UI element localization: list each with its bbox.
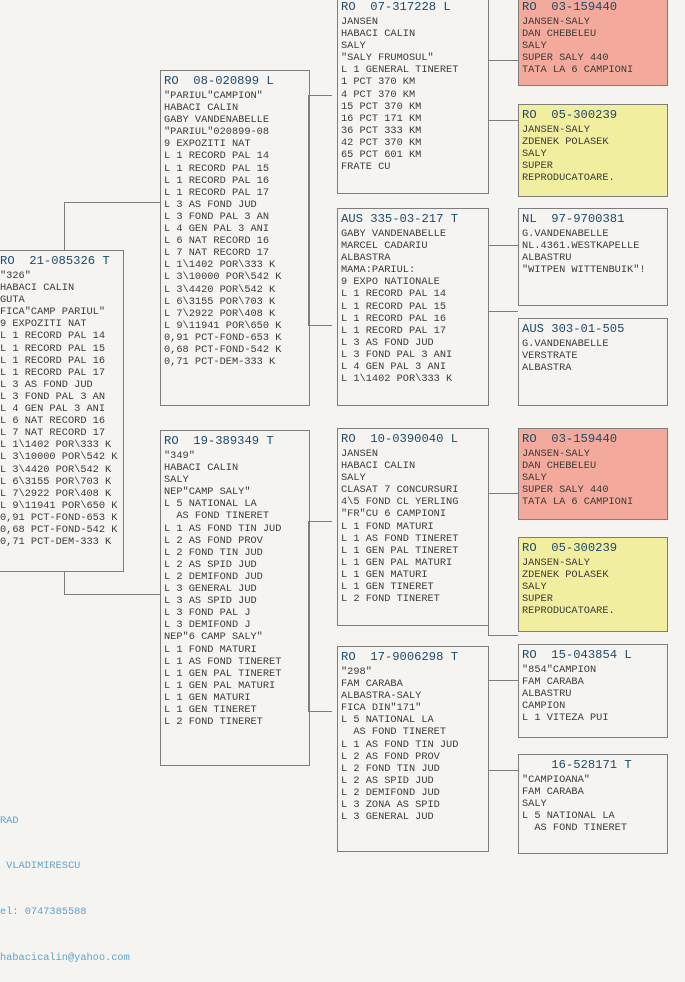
pigeon-info-line: ALBASTRA [341,252,391,265]
pigeon-info-line: L 7\2922 POR\408 K [164,307,276,320]
pigeon-info-line: L 1\1402 POR\333 K [0,439,112,452]
pigeon-info-line: 65 PCT 601 KM [341,149,422,162]
pigeon-info-line: SALY [522,148,547,161]
connector-line [64,594,160,595]
pigeon-card-dd-dam [518,754,668,854]
pigeon-info-line: L 1 AS FOND TIN JUD [164,522,282,535]
pigeon-info-line: L 1 RECORD PAL 15 [341,300,447,313]
pigeon-info-line: ZDENEK POLASEK [522,136,609,149]
pigeon-info-line: 0,91 PCT-FOND-653 K [164,331,282,344]
pigeon-info-line: L 3\4420 POR\542 K [0,463,112,476]
pigeon-info-line: FICA DIN"171" [341,702,422,715]
pigeon-info-line: "CAMPIOANA" [522,774,590,786]
pigeon-info-line: L 1 AS FOND TIN JUD [341,738,459,751]
pigeon-info-line: "349" [164,450,195,462]
pigeon-info-line: GABY VANDENABELLE [341,228,447,240]
pigeon-info-line: NEP"CAMP SALY" [164,486,251,499]
pigeon-info-line: SALY [522,798,547,811]
ring-number: AUS 303-01-505 [522,322,625,336]
pigeon-info-line: FICA"CAMP PARIUL" [0,306,106,319]
connector-line [64,572,65,594]
pigeon-card-sire-sire [337,0,489,194]
pigeon-info-line: JANSEN [341,16,379,28]
ring-number: RO 05-300239 [522,108,618,122]
pigeon-info-line: HABACI CALIN [0,282,75,295]
pigeon-info-line: SALY [522,472,547,485]
pigeon-info-line: L 1 AS FOND TINERET [164,655,282,668]
pigeon-info-line: L 1 GEN TINERET [164,703,257,716]
pigeon-info-line: SUPER [522,160,553,173]
pigeon-info-line: 9 EXPOZITI NAT [0,318,87,331]
connector-line [488,120,518,121]
pigeon-info-line: 9 EXPOZITI NAT [164,138,251,151]
pigeon-info-line: L 6 NAT RECORD 16 [164,235,270,248]
pigeon-info-line: FRATE CU [341,161,391,174]
ring-number: NL 97-9700381 [522,212,625,226]
pigeon-info-line: SUPER [522,593,553,606]
pigeon-card-dam-dam [337,646,489,852]
pigeon-info-line: L 9\11941 POR\650 K [164,319,282,332]
pigeon-info-line: L 1 RECORD PAL 16 [341,312,447,325]
contact-info [0,783,130,982]
pigeon-info-line: SALY [164,474,189,487]
pigeon-info-line: SUPER SALY 440 [522,484,609,497]
pigeon-info-line: L 1 GEN PAL MATURI [164,679,276,692]
pigeon-info-line: ALBASTRA [522,362,572,375]
pigeon-info-line: L 3 GENERAL JUD [164,583,257,596]
pigeon-info-line: L 1 RECORD PAL 17 [0,366,106,379]
pigeon-info-line: 15 PCT 370 KM [341,100,422,113]
pigeon-info-line: L 3 GENERAL JUD [341,811,434,824]
pigeon-info-line: L 2 FOND TINERET [164,716,263,729]
pigeon-card-sd-dam [518,318,668,406]
pigeon-info-line: L 3\10000 POR\542 K [164,271,282,284]
pigeon-info-line: TATA LA 6 CAMPIONI [522,64,634,77]
pigeon-info-line: VERSTRATE [522,350,578,363]
pigeon-info-line: L 1 GEN PAL TINERET [164,667,282,680]
pigeon-info-line: SALY [341,472,366,485]
pigeon-info-line: NL.4361.WESTKAPELLE [522,240,640,253]
pigeon-info-line: AS FOND TINERET [341,726,447,739]
pigeon-info-line: GUTA [0,294,25,307]
pigeon-info-line: JANSEN-SALY [522,557,590,569]
pigeon-info-line: L 3 FOND PAL 3 AN [164,210,270,223]
ring-number: RO 17-9006298 T [341,650,459,664]
ring-number: AUS 335-03-217 T [341,212,459,226]
pigeon-info-line: 1 PCT 370 KM [341,76,416,89]
pigeon-info-line: HABACI CALIN [341,460,416,473]
pigeon-info-line: L 2 AS SPID JUD [164,558,257,571]
pigeon-info-line: DAN CHEBELEU [522,28,597,41]
contact-line: RAD [0,814,19,827]
pigeon-card-sire [160,70,310,406]
pigeon-info-line: SALY [341,40,366,53]
pigeon-info-line: L 2 DEMIFOND JUD [341,786,440,799]
pigeon-info-line: 0,68 PCT-FOND-542 K [164,343,282,356]
pigeon-info-line: "SALY FRUMOSUL" [341,52,434,65]
pigeon-info-line: L 9\11941 POR\650 K [0,499,118,512]
pigeon-info-line: L 1 RECORD PAL 17 [341,324,447,337]
pigeon-info-line: L 2 AS FOND PROV [341,750,440,763]
pigeon-info-line: ALBASTRA-SALY [341,690,422,703]
pigeon-info-line: L 1 GEN MATURI [164,691,251,704]
ring-number: 16-528171 T [522,758,632,772]
pigeon-info-line: CLASAT 7 CONCURSURI [341,484,459,497]
pigeon-info-line: L 2 AS FOND PROV [164,534,263,547]
pigeon-info-line: FAM CARABA [341,678,403,691]
pigeon-info-line: HABACI CALIN [164,462,239,475]
pigeon-info-line: 36 PCT 333 KM [341,124,422,137]
pigeon-info-line: L 3 AS FOND JUD [0,378,93,391]
pigeon-card-sd-sire [518,208,668,306]
connector-line [488,311,518,312]
pigeon-info-line: HABACI CALIN [164,102,239,115]
pigeon-info-line: L 1 VITEZA PUI [522,712,609,725]
connector-line [64,202,160,203]
pigeon-card-dam-sire [337,428,489,626]
ring-number: RO 07-317228 L [341,0,451,14]
contact-email[interactable]: habacicalin@yahoo.com [0,952,130,965]
pigeon-info-line: L 3 FOND PAL J [164,607,251,620]
pigeon-info-line: ZDENEK POLASEK [522,569,609,582]
pigeon-info-line: AS FOND TINERET [522,822,628,835]
connector-line [308,521,332,522]
pigeon-info-line: JANSEN-SALY [522,124,590,136]
contact-line: VLADIMIRESCU [0,860,81,873]
pigeon-info-line: L 1 GEN MATURI [341,568,428,581]
pigeon-info-line: SALY [522,40,547,53]
pigeon-info-line: 4 PCT 370 KM [341,88,416,101]
pigeon-info-line: L 6 NAT RECORD 16 [0,415,106,428]
pigeon-info-line: 0,91 PCT-FOND-653 K [0,511,118,524]
pigeon-info-line: L 1 RECORD PAL 15 [164,162,270,175]
connector-line [488,635,518,636]
pigeon-info-line: FAM CARABA [522,676,584,689]
connector-line [488,60,518,61]
pigeon-info-line: L 2 FOND TINERET [341,593,440,606]
pigeon-info-line: L 1 RECORD PAL 15 [0,342,106,355]
pigeon-info-line: L 1\1402 POR\333 K [164,259,276,272]
pigeon-info-line: REPRODUCATOARE. [522,172,615,185]
pigeon-info-line: L 1 FOND MATURI [164,643,257,656]
pigeon-card-ds-dam [518,537,668,632]
pigeon-info-line: ALBASTRU [522,252,572,265]
ring-number: RO 10-0390040 L [341,432,459,446]
pigeon-info-line: L 7 NAT RECORD 17 [0,427,106,440]
pigeon-info-line: L 1 RECORD PAL 14 [341,288,447,301]
pigeon-info-line: L 4 GEN PAL 3 ANI [341,361,447,374]
pigeon-info-line: JANSEN-SALY [522,16,590,28]
pigeon-info-line: DAN CHEBELEU [522,460,597,473]
pigeon-info-line: L 5 NATIONAL LA [164,498,257,511]
connector-line [488,770,518,771]
pigeon-info-line: L 2 FOND TIN JUD [164,546,263,559]
pigeon-info-line: L 2 DEMIFOND JUD [164,570,263,583]
pigeon-info-line: L 1 RECORD PAL 14 [0,330,106,343]
pigeon-info-line: "854"CAMPION [522,664,597,676]
pigeon-info-line: 0,68 PCT-FOND-542 K [0,523,118,536]
pigeon-info-line: L 1 RECORD PAL 16 [164,174,270,187]
pigeon-card-subject [0,250,124,572]
pigeon-info-line: GABY VANDENABELLE [164,114,270,127]
pigeon-info-line: L 3 ZONA AS SPID [341,799,440,812]
contact-phone: el: 0747385588 [0,906,87,919]
pigeon-info-line: L 3\4420 POR\542 K [164,283,276,296]
pigeon-info-line: TATA LA 6 CAMPIONI [522,496,634,509]
ring-number: RO 05-300239 [522,541,618,555]
pigeon-info-line: L 2 AS SPID JUD [341,774,434,787]
pigeon-info-line: HABACI CALIN [341,28,416,41]
pigeon-info-line: JANSEN [341,448,379,460]
ring-number: RO 03-159440 [522,0,618,14]
pigeon-info-line: L 6\3155 POR\703 K [0,475,112,488]
pigeon-info-line: "FR"CU 6 CAMPIONI [341,508,447,521]
ring-number: RO 21-085326 T [0,254,110,268]
pigeon-info-line: AS FOND TINERET [164,510,270,523]
pigeon-info-line: "326" [0,270,31,282]
pigeon-info-line: L 7 NAT RECORD 17 [164,247,270,260]
pigeon-info-line: MAMA:PARIUL: [341,264,416,277]
pigeon-info-line: 9 EXPO NATIONALE [341,276,440,289]
pigeon-info-line: 4\5 FOND CL YERLING [341,496,459,509]
pigeon-info-line: SALY [522,581,547,594]
pigeon-info-line: L 3\10000 POR\542 K [0,451,118,464]
connector-line [308,325,332,326]
pigeon-info-line: L 7\2922 POR\408 K [0,487,112,500]
pigeon-info-line: L 3 FOND PAL 3 ANI [341,348,453,361]
pigeon-info-line: "WITPEN WITTENBUIK"! [522,264,646,277]
pigeon-info-line: L 1\1402 POR\333 K [341,373,453,386]
pigeon-card-ss-sire [518,0,668,86]
ring-number: RO 03-159440 [522,432,618,446]
pigeon-info-line: L 3 DEMIFOND J [164,619,251,632]
pigeon-info-line: L 3 AS FOND JUD [341,336,434,349]
pigeon-info-line: L 3 AS FOND JUD [164,198,257,211]
ring-number: RO 19-389349 T [164,434,274,448]
connector-line [308,95,332,96]
pigeon-info-line: L 4 GEN PAL 3 ANI [0,403,106,416]
pigeon-info-line: "PARIUL"020899-08 [164,126,270,139]
pigeon-info-line: L 1 RECORD PAL 14 [164,150,270,163]
connector-line [64,202,65,250]
pigeon-info-line: L 1 RECORD PAL 17 [164,186,270,199]
pigeon-card-ss-dam [518,104,668,197]
connector-line [488,493,518,494]
pigeon-info-line: MARCEL CADARIU [341,240,428,253]
pigeon-info-line: JANSEN-SALY [522,448,590,460]
pigeon-info-line: L 5 NATIONAL LA [522,810,615,823]
connector-line [308,711,332,712]
pigeon-info-line: L 1 GEN TINERET [341,581,434,594]
pigeon-info-line: L 2 FOND TIN JUD [341,762,440,775]
pigeon-info-line: L 1 RECORD PAL 16 [0,354,106,367]
pigeon-info-line: FAM CARABA [522,786,584,799]
pigeon-info-line: 16 PCT 171 KM [341,112,422,125]
pigeon-info-line: L 1 GEN PAL MATURI [341,556,453,569]
ring-number: RO 08-020899 L [164,74,274,88]
pigeon-card-sire-dam [337,208,489,406]
pigeon-info-line: L 4 GEN PAL 3 ANI [164,223,270,236]
pigeon-info-line: L 1 FOND MATURI [341,520,434,533]
pigeon-info-line: SUPER SALY 440 [522,52,609,65]
pigeon-info-line: NEP"6 CAMP SALY" [164,631,263,644]
pigeon-info-line: G.VANDENABELLE [522,228,609,240]
pigeon-info-line: L 3 AS SPID JUD [164,595,257,608]
pigeon-info-line: L 1 AS FOND TINERET [341,532,459,545]
pigeon-card-dd-sire [518,644,668,738]
pigeon-info-line: G.VANDENABELLE [522,338,609,350]
connector-line [488,680,518,681]
pigeon-info-line: 0,71 PCT-DEM-333 K [164,356,276,369]
pigeon-info-line: "PARIUL"CAMPION" [164,90,263,102]
pigeon-info-line: CAMPION [522,700,566,713]
pigeon-card-dam [160,430,310,766]
connector-line [488,245,518,246]
pigeon-info-line: L 6\3155 POR\703 K [164,295,276,308]
pigeon-info-line: L 5 NATIONAL LA [341,714,434,727]
ring-number: RO 15-043854 L [522,648,632,662]
pigeon-info-line: "298" [341,666,372,678]
pigeon-info-line: REPRODUCATOARE. [522,605,615,618]
pigeon-info-line: 0,71 PCT-DEM-333 K [0,536,112,549]
pigeon-info-line: L 3 FOND PAL 3 AN [0,390,106,403]
pigeon-card-ds-sire [518,428,668,520]
pigeon-info-line: 42 PCT 370 KM [341,136,422,149]
pigeon-info-line: L 1 GEN PAL TINERET [341,544,459,557]
pigeon-info-line: ALBASTRU [522,688,572,701]
pigeon-info-line: L 1 GENERAL TINERET [341,64,459,77]
